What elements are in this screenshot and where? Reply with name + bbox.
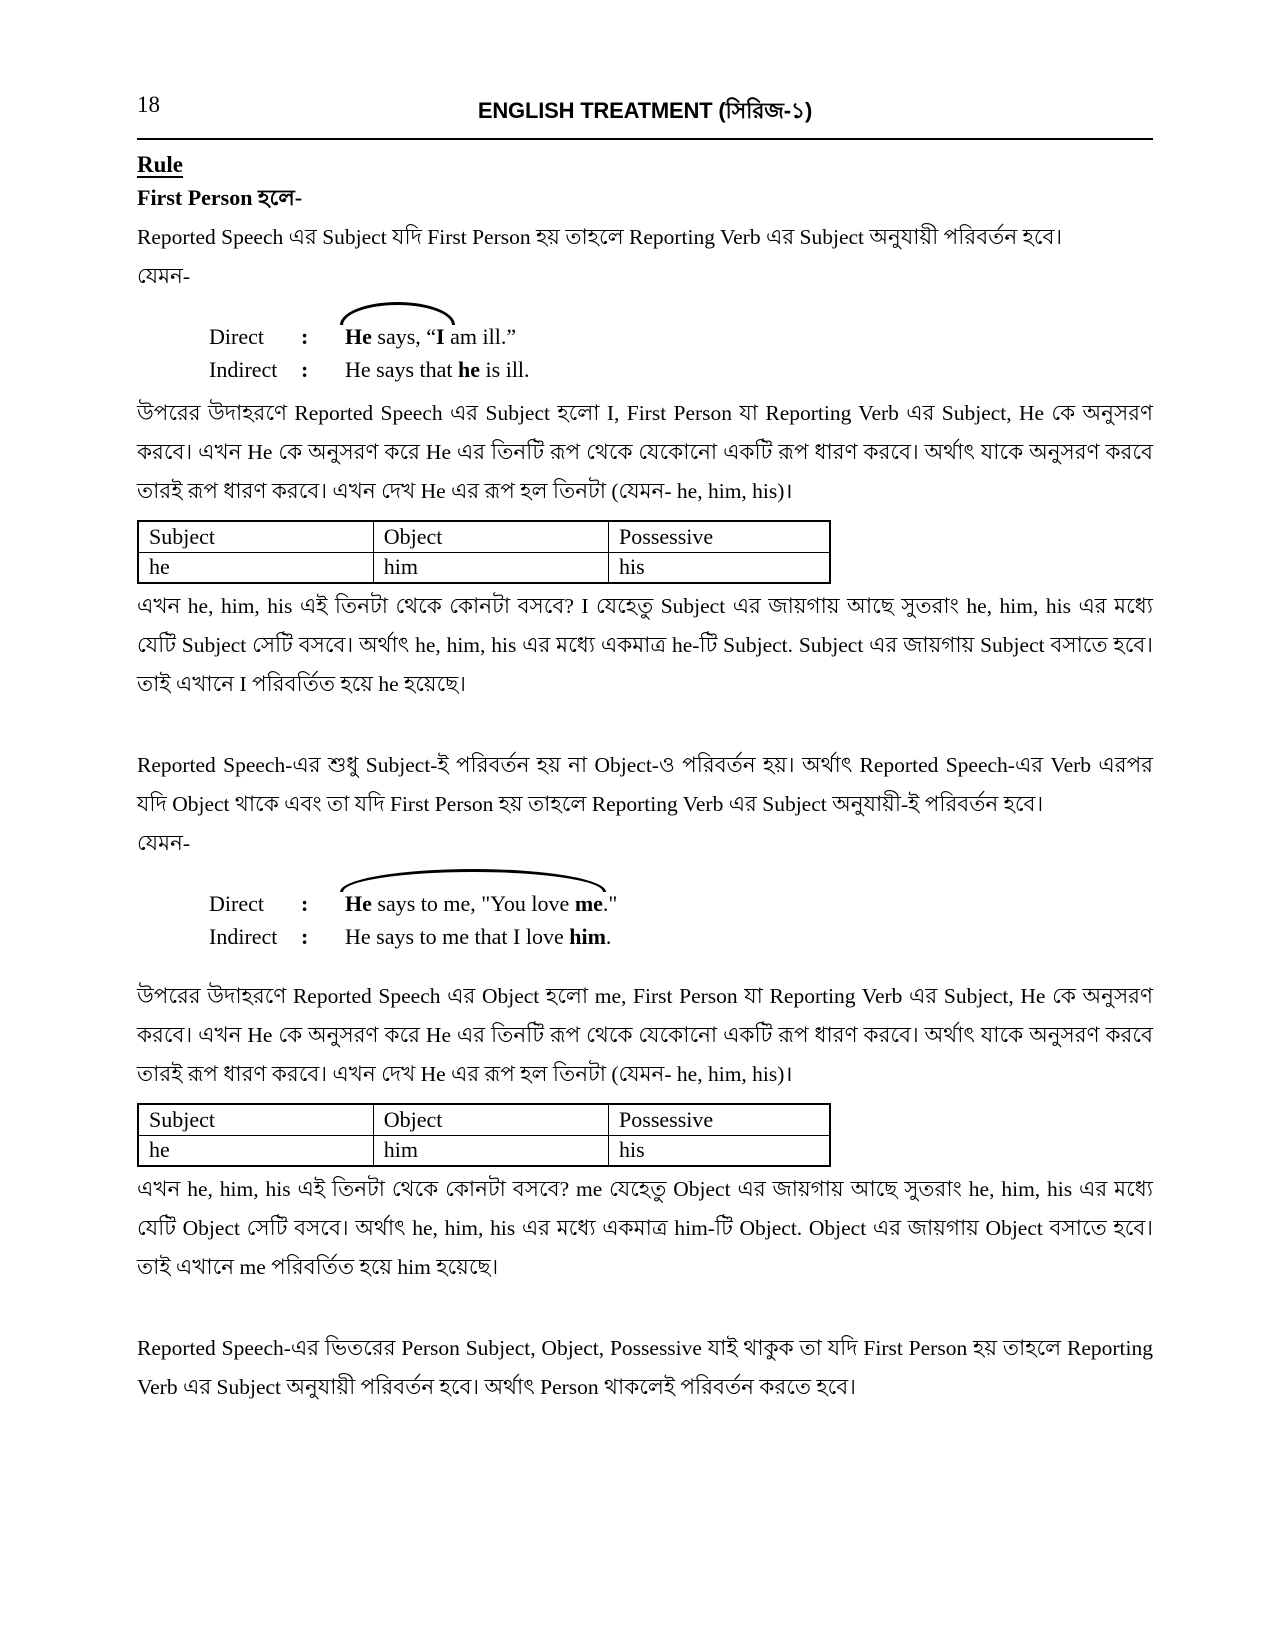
table-cell-possessive: his: [609, 552, 830, 583]
header-title: ENGLISH TREATMENT (সিরিজ-১): [477, 98, 813, 123]
table-row: [138, 552, 830, 583]
table-header-subject: Subject: [138, 1104, 373, 1135]
intro-paragraph: [137, 218, 1153, 296]
indirect-sentence-text: He says that he is ill.: [345, 357, 530, 382]
table-header-object: Object: [373, 1104, 608, 1135]
conclusion-paragraph: Reported Speech-এর ভিতরের Person Subject, Object, Possessive যাই থাকুক তা যদি First Person হয় তাহলে Reporting Verb এর Subject অনুযায়ী পরিবর্তন হবে। অর্থাৎ Person থাকলেই পরিবর্তন করতে হবে।: [137, 1336, 1153, 1399]
intro-lead-in: যেমন-: [137, 264, 191, 288]
page-header: [137, 0, 1153, 140]
connector-arc-icon: [340, 302, 455, 325]
example-1-direct-row: [209, 324, 1153, 357]
table-header-possessive: Possessive: [609, 1104, 830, 1135]
colon: :: [301, 891, 309, 916]
direct-sentence: [345, 324, 516, 350]
page-number: 18: [137, 92, 160, 117]
header-divider: [137, 138, 1153, 140]
table-cell-possessive: his: [609, 1135, 830, 1166]
explain-1-paragraph: উপরের উদাহরণে Reported Speech এর Subject হলো I, First Person যা Reporting Verb এর Subject, He কে অনুসরণ করবে। এখন He কে অনুসরণ করে He এর তিনটি রূপ থেকে যেকোনো একটি রূপ ধারণ করবে। অর্থাৎ যাকে অনুসরণ করবে তারই রূপ ধারণ করবে। এখন দেখ He এর রূপ হল তিনটা (যেমন- he, him, his)।: [137, 401, 1153, 503]
example-2: [209, 891, 1153, 957]
direct-sentence-text: He says, “I am ill.”: [345, 324, 517, 349]
rule-heading: Rule: [137, 152, 183, 177]
spacer: [137, 1287, 1153, 1329]
connector-arc-icon: [340, 869, 606, 892]
after-table-1-paragraph: এখন he, him, his এই তিনটা থেকে কোনটা বসবে? I যেহেতু Subject এর জায়গায় আছে সুতরাং he, him, his এর মধ্যে যেটি Subject সেটি বসবে। অর্থাৎ he, him, his এর মধ্যে একমাত্র he-টি Subject. Subject এর জায়গায় Subject বসাতে হবে। তাই এখানে I পরিবর্তিত হয়ে he হয়েছে।: [137, 594, 1153, 696]
example-1: [209, 324, 1153, 390]
table-cell-object: him: [373, 1135, 608, 1166]
indirect-sentence: [345, 357, 530, 383]
table-header-possessive: Possessive: [609, 521, 830, 552]
example-1-indirect-row: [209, 357, 1153, 390]
indirect-label: Indirect: [209, 924, 278, 949]
table-header-subject: Subject: [138, 521, 373, 552]
table-cell-subject: he: [138, 1135, 373, 1166]
object-intro-text: Reported Speech-এর শুধু Subject-ই পরিবর্তন হয় না Object-ও পরিবর্তন হয়। অর্থাৎ Reported Speech-এর Verb এরপর যদি Object থাকে এবং তা যদি First Person হয় তাহলে Reporting Verb এর Subject অনুযায়ী-ই পরিবর্তন হবে।: [137, 753, 1153, 816]
direct-sentence-text: He says to me, "You love me.": [345, 891, 618, 916]
spacer: [137, 704, 1153, 746]
after-table-2-paragraph: এখন he, him, his এই তিনটা থেকে কোনটা বসবে? me যেহেতু Object এর জায়গায় আছে সুতরাং he, him, his এর মধ্যে যেটি Object সেটি বসবে। অর্থাৎ he, him, his এর মধ্যে একমাত্র him-টি Object. Object এর জায়গায় Object বসাতে হবে। তাই এখানে me পরিবর্তিত হয়ে him হয়েছে।: [137, 1177, 1153, 1279]
spacer: [137, 961, 1153, 977]
first-person-subheading: First Person হলে-: [137, 185, 303, 210]
pronoun-table-1: [137, 520, 831, 584]
explain-2-paragraph: উপরের উদাহরণে Reported Speech এর Object হলো me, First Person যা Reporting Verb এর Subject, He কে অনুসরণ করবে। এখন He কে অনুসরণ করে He এর তিনটি রূপ থেকে যেকোনো একটি রূপ ধারণ করবে। অর্থাৎ যাকে অনুসরণ করবে তারই রূপ ধারণ করবে। এখন দেখ He এর রূপ হল তিনটা (যেমন- he, him, his)।: [137, 984, 1153, 1086]
table-cell-object: him: [373, 552, 608, 583]
object-intro-lead-in: যেমন-: [137, 831, 191, 855]
direct-label: Direct: [209, 324, 264, 349]
table-row: [138, 1135, 830, 1166]
example-2-direct-row: [209, 891, 1153, 924]
table-header-row: [138, 521, 830, 552]
indirect-label: Indirect: [209, 357, 278, 382]
direct-label: Direct: [209, 891, 264, 916]
intro-text: Reported Speech এর Subject যদি First Person হয় তাহলে Reporting Verb এর Subject অনুযায়ী পরিবর্তন হবে।: [137, 225, 1063, 249]
table-header-object: Object: [373, 521, 608, 552]
page-content: [137, 0, 1153, 1407]
object-intro-paragraph: [137, 746, 1153, 863]
colon: :: [301, 924, 309, 949]
table-cell-subject: he: [138, 552, 373, 583]
colon: :: [301, 324, 309, 349]
pronoun-table-2: [137, 1103, 831, 1167]
example-2-indirect-row: [209, 924, 1153, 957]
indirect-sentence-text: He says to me that I love him.: [345, 924, 612, 949]
table-header-row: [138, 1104, 830, 1135]
indirect-sentence: [345, 924, 611, 950]
colon: :: [301, 357, 309, 382]
direct-sentence: [345, 891, 617, 917]
